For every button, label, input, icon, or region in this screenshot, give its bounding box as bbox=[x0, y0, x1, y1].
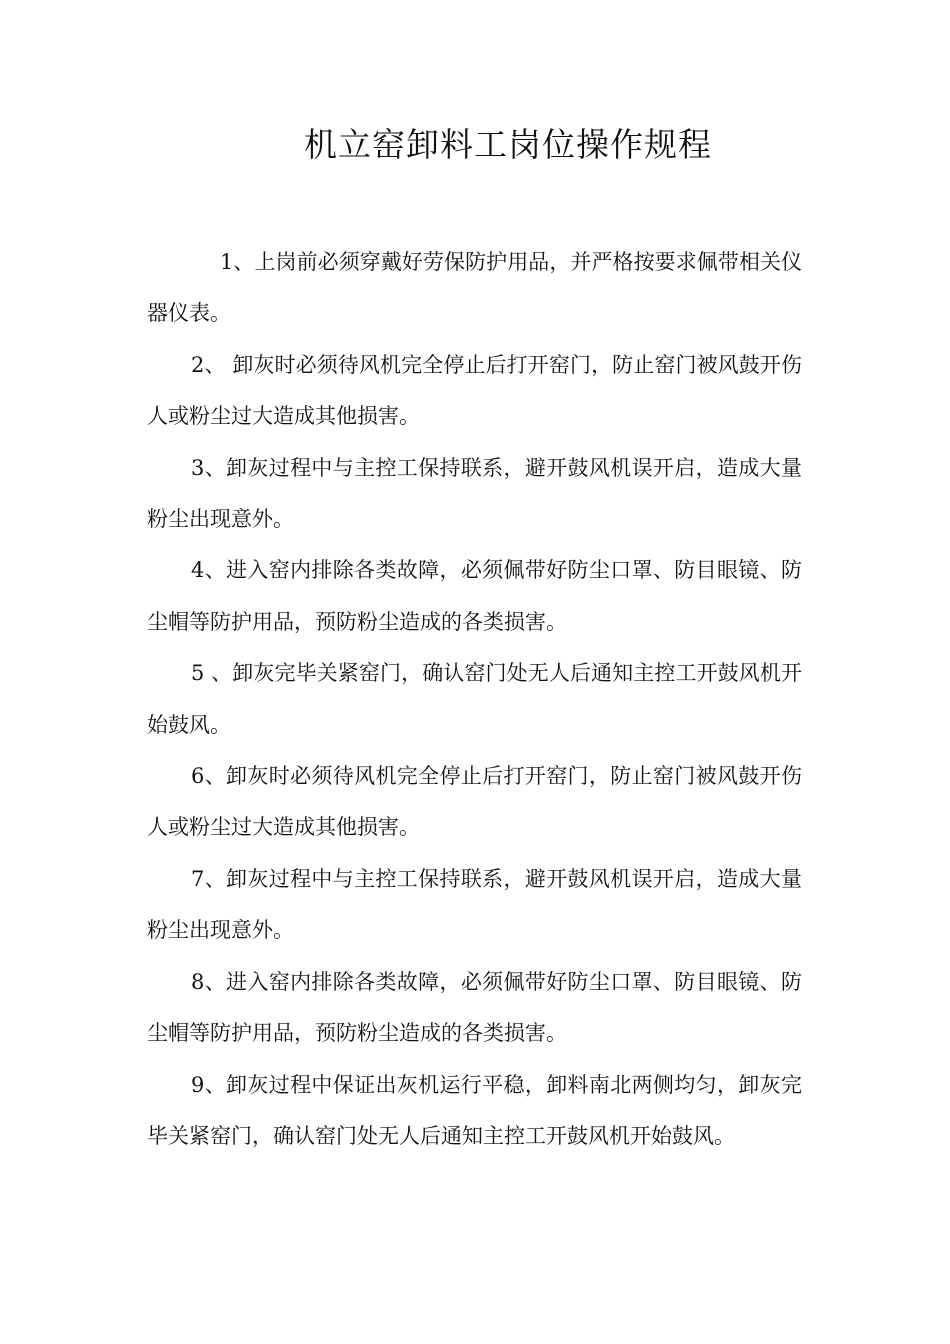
rule-paragraph-9: 9、卸灰过程中保证出灰机运行平稳，卸料南北两侧均匀，卸灰完毕关紧窑门，确认窑门处无人后通知主控工开鼓风机开始鼓风。 bbox=[147, 1072, 802, 1148]
rule-paragraph-5: 5 、卸灰完毕关紧窑门，确认窑门处无人后通知主控工开鼓风机开始鼓风。 bbox=[147, 661, 802, 737]
rule-paragraph-1: 1、上岗前必须穿戴好劳保防护用品，并严格按要求佩带相关仪器仪表。 bbox=[147, 250, 802, 326]
document-body bbox=[147, 237, 802, 1162]
rule-paragraph-6: 6、卸灰时必须待风机完全停止后打开窑门，防止窑门被风鼓开伤人或粉尘过大造成其他损害。 bbox=[147, 764, 802, 840]
rule-paragraph-2: 2、 卸灰时必须待风机完全停止后打开窑门，防止窑门被风鼓开伤人或粉尘过大造成其他损害。 bbox=[147, 352, 802, 429]
rule-paragraph-3: 3、卸灰过程中与主控工保持联系，避开鼓风机误开启，造成大量粉尘出现意外。 bbox=[147, 455, 802, 532]
document-title: 机立窑卸料工岗位操作规程 bbox=[304, 125, 712, 164]
rule-paragraph-8: 8、进入窑内排除各类故障，必须佩带好防尘口罩、防目眼镜、防尘帽等防护用品，预防粉尘造成的各类损害。 bbox=[147, 969, 802, 1046]
rule-paragraph-7: 7、卸灰过程中与主控工保持联系，避开鼓风机误开启，造成大量粉尘出现意外。 bbox=[147, 866, 802, 943]
rule-paragraph-4: 4、进入窑内排除各类故障，必须佩带好防尘口罩、防目眼镜、防尘帽等防护用品，预防粉尘造成的各类损害。 bbox=[147, 558, 802, 634]
